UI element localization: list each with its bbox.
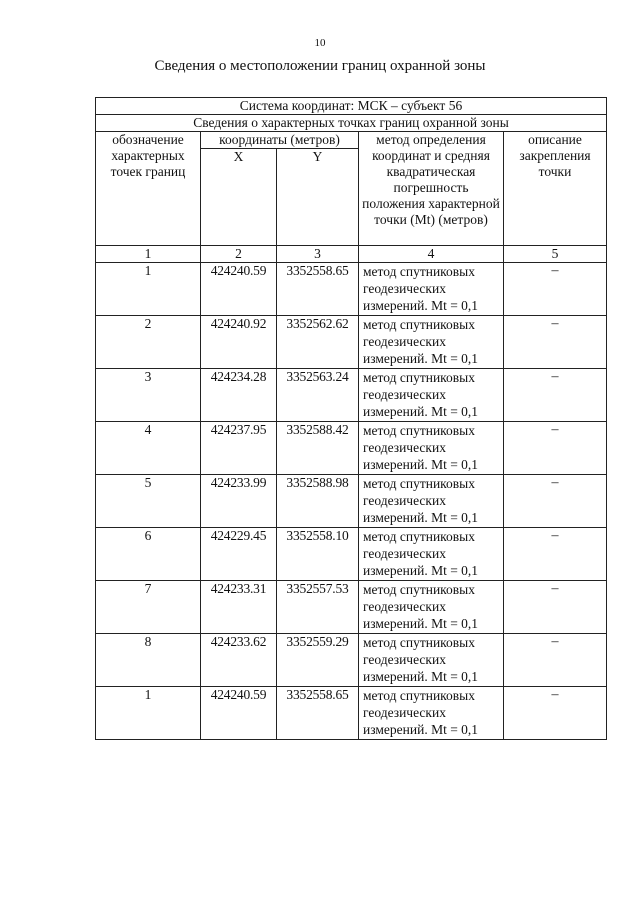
description-cell: – <box>504 687 607 740</box>
column-number-row <box>96 246 607 263</box>
method-cell: метод спутниковых геодезических измерений. Mt = 0,1 <box>359 422 504 475</box>
y-coordinate-cell: 3352557.53 <box>277 581 359 634</box>
description-cell: – <box>504 316 607 369</box>
table-row <box>96 634 607 687</box>
column-number: 2 <box>201 246 277 263</box>
x-coordinate-cell: 424237.95 <box>201 422 277 475</box>
description-cell: – <box>504 634 607 687</box>
table-row <box>96 687 607 740</box>
x-coordinate-cell: 424233.99 <box>201 475 277 528</box>
x-coordinate-cell: 424240.59 <box>201 687 277 740</box>
method-cell: метод спутниковых геодезических измерений. Mt = 0,1 <box>359 369 504 422</box>
header-row <box>96 132 607 149</box>
y-coordinate-cell: 3352562.62 <box>277 316 359 369</box>
point-cell: 5 <box>96 475 201 528</box>
method-cell: метод спутниковых геодезических измерений. Mt = 0,1 <box>359 475 504 528</box>
x-coordinate-cell: 424233.31 <box>201 581 277 634</box>
table-row <box>96 316 607 369</box>
coordinate-system-cell: Система координат: МСК – субъект 56 <box>96 98 607 115</box>
column-number: 3 <box>277 246 359 263</box>
table-row <box>96 369 607 422</box>
section-title-cell: Сведения о характерных точках границ охранной зоны <box>96 115 607 132</box>
x-coordinate-cell: 424240.59 <box>201 263 277 316</box>
y-coordinate-cell: 3352588.98 <box>277 475 359 528</box>
header-point: обозначение характерных точек границ <box>96 132 201 246</box>
description-cell: – <box>504 422 607 475</box>
header-description: описание закрепления точки <box>504 132 607 246</box>
document-title: Сведения о местоположении границ охранной зоны <box>154 58 486 74</box>
table-row <box>96 581 607 634</box>
header-y: Y <box>277 149 359 246</box>
point-cell: 4 <box>96 422 201 475</box>
y-coordinate-cell: 3352588.42 <box>277 422 359 475</box>
section-title-row <box>96 115 607 132</box>
y-coordinate-cell: 3352559.29 <box>277 634 359 687</box>
header-method: метод определения координат и средняя квадратическая погрешность положения характерной точки (Mt) (метров) <box>359 132 504 246</box>
table-row <box>96 528 607 581</box>
point-cell: 2 <box>96 316 201 369</box>
description-cell: – <box>504 369 607 422</box>
column-number: 1 <box>96 246 201 263</box>
description-cell: – <box>504 263 607 316</box>
header-x: X <box>201 149 277 246</box>
column-number: 4 <box>359 246 504 263</box>
column-number: 5 <box>504 246 607 263</box>
y-coordinate-cell: 3352558.10 <box>277 528 359 581</box>
y-coordinate-cell: 3352558.65 <box>277 263 359 316</box>
x-coordinate-cell: 424229.45 <box>201 528 277 581</box>
description-cell: – <box>504 528 607 581</box>
point-cell: 1 <box>96 263 201 316</box>
point-cell: 6 <box>96 528 201 581</box>
point-cell: 7 <box>96 581 201 634</box>
x-coordinate-cell: 424233.62 <box>201 634 277 687</box>
table-row <box>96 422 607 475</box>
method-cell: метод спутниковых геодезических измерений. Mt = 0,1 <box>359 528 504 581</box>
x-coordinate-cell: 424234.28 <box>201 369 277 422</box>
y-coordinate-cell: 3352563.24 <box>277 369 359 422</box>
point-cell: 3 <box>96 369 201 422</box>
method-cell: метод спутниковых геодезических измерений. Mt = 0,1 <box>359 687 504 740</box>
point-cell: 1 <box>96 687 201 740</box>
boundary-points-table <box>95 97 607 740</box>
header-coords: координаты (метров) <box>201 132 359 149</box>
y-coordinate-cell: 3352558.65 <box>277 687 359 740</box>
method-cell: метод спутниковых геодезических измерений. Mt = 0,1 <box>359 581 504 634</box>
description-cell: – <box>504 581 607 634</box>
table-row <box>96 263 607 316</box>
method-cell: метод спутниковых геодезических измерений. Mt = 0,1 <box>359 316 504 369</box>
point-cell: 8 <box>96 634 201 687</box>
x-coordinate-cell: 424240.92 <box>201 316 277 369</box>
coordinate-system-row <box>96 98 607 115</box>
method-cell: метод спутниковых геодезических измерений. Mt = 0,1 <box>359 263 504 316</box>
page-number: 10 <box>314 37 326 49</box>
table-row <box>96 475 607 528</box>
method-cell: метод спутниковых геодезических измерений. Mt = 0,1 <box>359 634 504 687</box>
description-cell: – <box>504 475 607 528</box>
